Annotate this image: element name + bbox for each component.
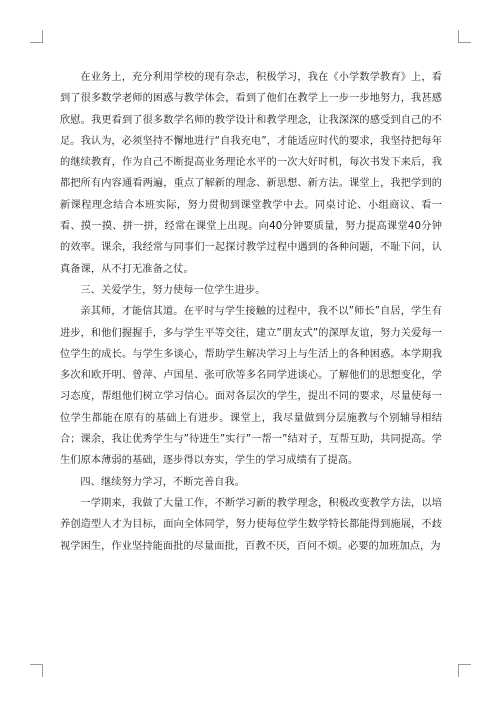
section-heading-care-for-students: 三、关爱学生，努力使每一位学生进步。 xyxy=(80,284,266,296)
crop-mark-bottom-right xyxy=(458,664,471,677)
crop-mark-top-left xyxy=(30,30,43,43)
document-body xyxy=(60,67,442,557)
section-heading-continue-learning: 四、继续努力学习，不断完善自我。 xyxy=(80,476,245,488)
paragraph-care-for-students: 亲其师，才能信其道。在平时与学生接触的过程中，我不以”师长”自居，学生有进步，和他们握握手，多与学生平等交往，建立”朋友式”的深厚友谊，努力关爱每一位学生的成长。与学生多谈心，帮助学生解决学习上与生活上的各种困惑。本学期我多次和欧开明、曾萍、卢国星、张可欣等多名同学进谈心。了解他们的思想变化，学习态度，帮组他们树立学习信心。面对各层次的学生，提出不同的要求，尽量使每一位学生都能在原有的基础上有进步。课堂上，我尽量做到分层施教与个别辅导相结合；课余，我让优秀学生与”待进生”实行”一帮一”结对子，互帮互助，共同提高。学生们原本薄弱的基础，逐步得以夯实，学生的学习成绩有了提高。 xyxy=(60,306,442,467)
paragraph-professional-study: 在业务上，充分利用学校的现有杂志，积极学习，我在《小学数学教育》上，看到了很多数学老师的困惑与教学体会，看到了他们在教学上一步一步地努力，我甚感欣慰。我更看到了很多数学名师的教学设计和教学理念，让我深深的感受到自己的不足。我认为，必须坚持不懈地进行“自我充电”，才能适应时代的要求，我坚持把每年的继续教育，作为自己不断提高业务理论水平的一次大好时机，每次书发下来后，我都把所有内容通看两遍，重点了解新的理念、新思想、新方法。课堂上，我把学到的新课程理念结合本班实际，努力贯彻到课堂教学中去。同桌讨论、小组商议、看一看、摸一摸、拼一拼，经常在课堂上出现。向40分钟要质量，努力提高课堂40分钟的效率。课余，我经常与同事们一起探讨教学过程中遇到的各种问题，不耻下问，认真备课，从不打无准备之仗。 xyxy=(60,72,442,275)
crop-mark-bottom-left xyxy=(30,664,43,677)
paragraph-semester-summary: 一学期来，我做了大量工作，不断学习新的教学理念，积极改变教学方法，以培养创造型人才为目标，面向全体同学，努力使每位学生数学特长都能得到施展，不歧视学困生，作业坚持能面批的尽量面批，百教不厌，百问不烦。必要的加班加点，为 xyxy=(60,497,442,552)
crop-mark-top-right xyxy=(458,30,471,43)
